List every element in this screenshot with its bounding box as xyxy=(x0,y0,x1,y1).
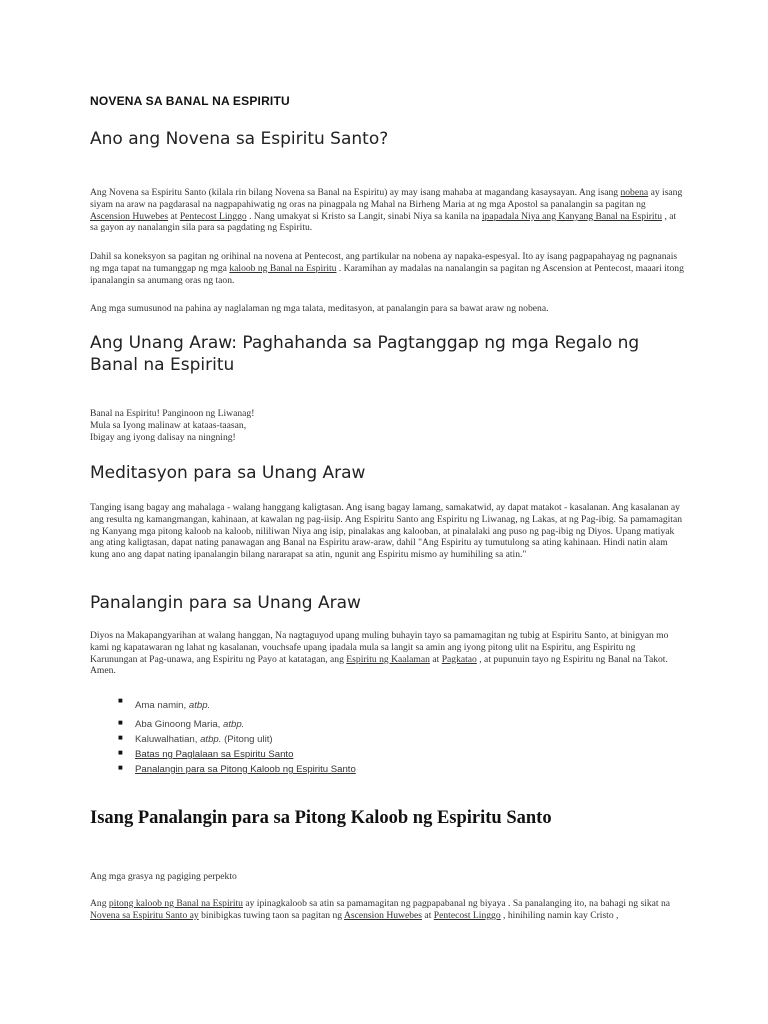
gifts-text-1: Ang xyxy=(90,898,109,909)
heading-seven-gifts-prayer: Isang Panalangin para sa Pitong Kaloob ng Espiritu Santo xyxy=(90,808,552,828)
poem-block xyxy=(90,408,685,443)
list-item-label: Aba Ginoong Maria, xyxy=(135,719,223,730)
list-item-label: Ama namin, xyxy=(135,700,189,711)
list-item-label: Kaluwalhatian, xyxy=(135,734,201,745)
list-item-emphasis: atbp. xyxy=(200,734,222,745)
link-ascension-huwebes[interactable]: Ascension Huwebes xyxy=(90,210,169,222)
heading-meditation: Meditasyon para sa Unang Araw xyxy=(90,463,366,483)
list-item-text xyxy=(135,734,273,745)
poem-line-1: Banal na Espiritu! Panginoon ng Liwanag! xyxy=(90,408,255,419)
connection-text-1: Dahil sa koneksyon sa pagitan ng orihinal na novena at Pentecost, ang partikular na nobena ay napaka-espesyal. Ito ay isang pagpapahayag ng pagnanais ng mga tapat na tumanggap ng mga xyxy=(90,251,678,274)
prayer-text-1: Diyos na Makapangyarihan at walang hanggan, Na nagtaguyod upang muling buhayin tayo sa pamamagitan ng tubig at Espiritu Santo, at binigyan mo kami ng kapatawaran ng lahat ng kasalanan, vouchsafe upang ipadala mula sa langit sa amin ang iyong pitong ulit na Espiritu, ang Espiritu ng Karunungan at Pag-unawa, ang Espiritu ng Payo at katatagan, ang xyxy=(90,630,669,665)
prayer-text-3: , at pupunuin tayo ng Espiritu ng Banal na Takot. Amen. xyxy=(90,653,668,677)
gifts-text-4: at xyxy=(422,909,434,921)
meditation-paragraph: Tanging isang bagay ang mahalaga - walang hanggang kaligtasan. Ang isang bagay lamang, samakatwid, ay dapat matakot - kasalanan. Ang kasalanan ay ang resulta ng kamangmangan, kahinaan, at kawalan ng pag-iisip. Ang Espiritu Santo ang Espiritu ng Liwanag, ng Lakas, at ng Pag-ibig. Sa pamamagitan ng Kanyang mga pitong kaloob na kaloob, nililiwan Niya ang isip, pinalakas ang kalooban, at pinalalaki ang puso ng pag-ibig ng Diyos. Upang matiyak ang ating kaligtasan, dapat nating panawagan ang Banal na Espiritu araw-araw, dahil "Ang Espiritu ay tumutulong sa ating kahinaan. Hindi natin alam kung ano ang dapat nating ipanalangin bilang nararapat sa atin, ngunit ang Espiritu mismo ay humihiling sa atin." xyxy=(90,502,683,561)
bullet-icon: ■ xyxy=(118,696,123,705)
bullet-icon: ■ xyxy=(118,748,123,757)
connection-paragraph xyxy=(90,251,685,286)
gifts-text-5: , hinihiling namin kay Cristo , xyxy=(500,909,619,921)
bullet-icon: ■ xyxy=(118,763,123,772)
poem-line-3: Ibigay ang iyong dalisay na ningning! xyxy=(90,431,236,443)
link-espiritu-ng-kaalaman[interactable]: Espiritu ng Kaalaman xyxy=(346,653,430,665)
list-item-emphasis: atbp. xyxy=(223,719,245,730)
prayer-paragraph xyxy=(90,630,685,677)
intro-text-5: , at sa gayon ay nanalangin sila para sa pagdating ng Espiritu. xyxy=(90,210,677,234)
link-ascension-huwebes-2[interactable]: Ascension Huwebes xyxy=(343,909,423,921)
poem-line-2: Mula sa Iyong malinaw at kataas-taasan, xyxy=(90,419,247,431)
seven-gifts-paragraph xyxy=(90,898,685,922)
gifts-text-2: ay ipinagkaloob sa atin sa pamamagitan ng pagpapabanal ng biyaya . Sa panalanging ito, na bahagi ng sikat na xyxy=(242,898,671,909)
heading-prayer: Panalangin para sa Unang Araw xyxy=(90,593,361,613)
bullet-icon: ■ xyxy=(118,733,123,742)
connection-text-2: . Karamihan ay madalas na nanalangin sa pagitan ng Ascension at Pentecost, maaari itong ipanalangin sa anumang oras ng taon. xyxy=(90,262,684,286)
list-item-text xyxy=(135,719,244,730)
link-pagkatao[interactable]: Pagkatao xyxy=(441,653,477,665)
link-pentecost-linggo-2[interactable]: Pentecost Linggo xyxy=(433,909,501,921)
heading-first-day: Ang Unang Araw: Paghahanda sa Pagtanggap ng mga Regalo ng Banal na Espiritu xyxy=(90,333,640,375)
link-kaloob-banal-espiritu[interactable]: kaloob ng Banal na Espiritu xyxy=(229,262,337,274)
gifts-text-3: binibigkas tuwing taon sa pagitan ng xyxy=(198,909,344,921)
link-panalangin-pitong-kaloob[interactable]: Panalangin para sa Pitong Kaloob ng Espiritu Santo xyxy=(135,764,356,775)
following-pages-paragraph: Ang mga sumusunod na pahina ay naglalaman ng mga talata, meditasyon, at panalangin para sa bawat araw ng nobena. xyxy=(90,303,549,314)
intro-paragraph xyxy=(90,187,685,234)
link-batas-ng-paglalaan[interactable]: Batas ng Paglalaan sa Espiritu Santo xyxy=(135,749,294,760)
link-pitong-kaloob[interactable]: pitong kaloob ng Banal na Espiritu xyxy=(108,898,243,909)
prayer-text-2: at xyxy=(429,653,442,665)
document-title: NOVENA SA BANAL NA ESPIRITU xyxy=(90,94,290,108)
link-pentecost-linggo[interactable]: Pentecost Linggo xyxy=(179,210,247,222)
heading-what-is-novena: Ano ang Novena sa Espiritu Santo? xyxy=(90,129,389,149)
intro-text-3: at xyxy=(168,210,180,222)
grace-line: Ang mga grasya ng pagiging perpekto xyxy=(90,871,237,882)
intro-text-4: . Nang umakyat si Kristo sa Langit, sinabi Niya sa kanila na xyxy=(246,210,482,222)
link-ipapadala-niya[interactable]: ipapadala Niya ang Kanyang Banal na Espiritu xyxy=(481,210,663,222)
link-nobena[interactable]: nobena xyxy=(620,187,649,198)
list-item-emphasis: atbp. xyxy=(188,700,211,711)
intro-text-2: ay isang siyam na araw na pagdarasal na nagpapahiwatig ng oras na pinagpala ng Mahal na Birheng Maria at ng mga Apostol sa panalangin sa pagitan ng xyxy=(90,187,683,210)
bullet-icon: ■ xyxy=(118,718,123,727)
link-novena-espiritu-santo[interactable]: Novena sa Espiritu Santo ay xyxy=(90,909,199,921)
list-item-text xyxy=(135,700,210,711)
intro-text-1: Ang Novena sa Espiritu Santo (kilala rin bilang Novena sa Banal na Espiritu) ay may isang mahaba at magandang kasaysayan. Ang isang xyxy=(90,187,621,198)
list-item-suffix: (Pitong ulit) xyxy=(221,734,273,745)
